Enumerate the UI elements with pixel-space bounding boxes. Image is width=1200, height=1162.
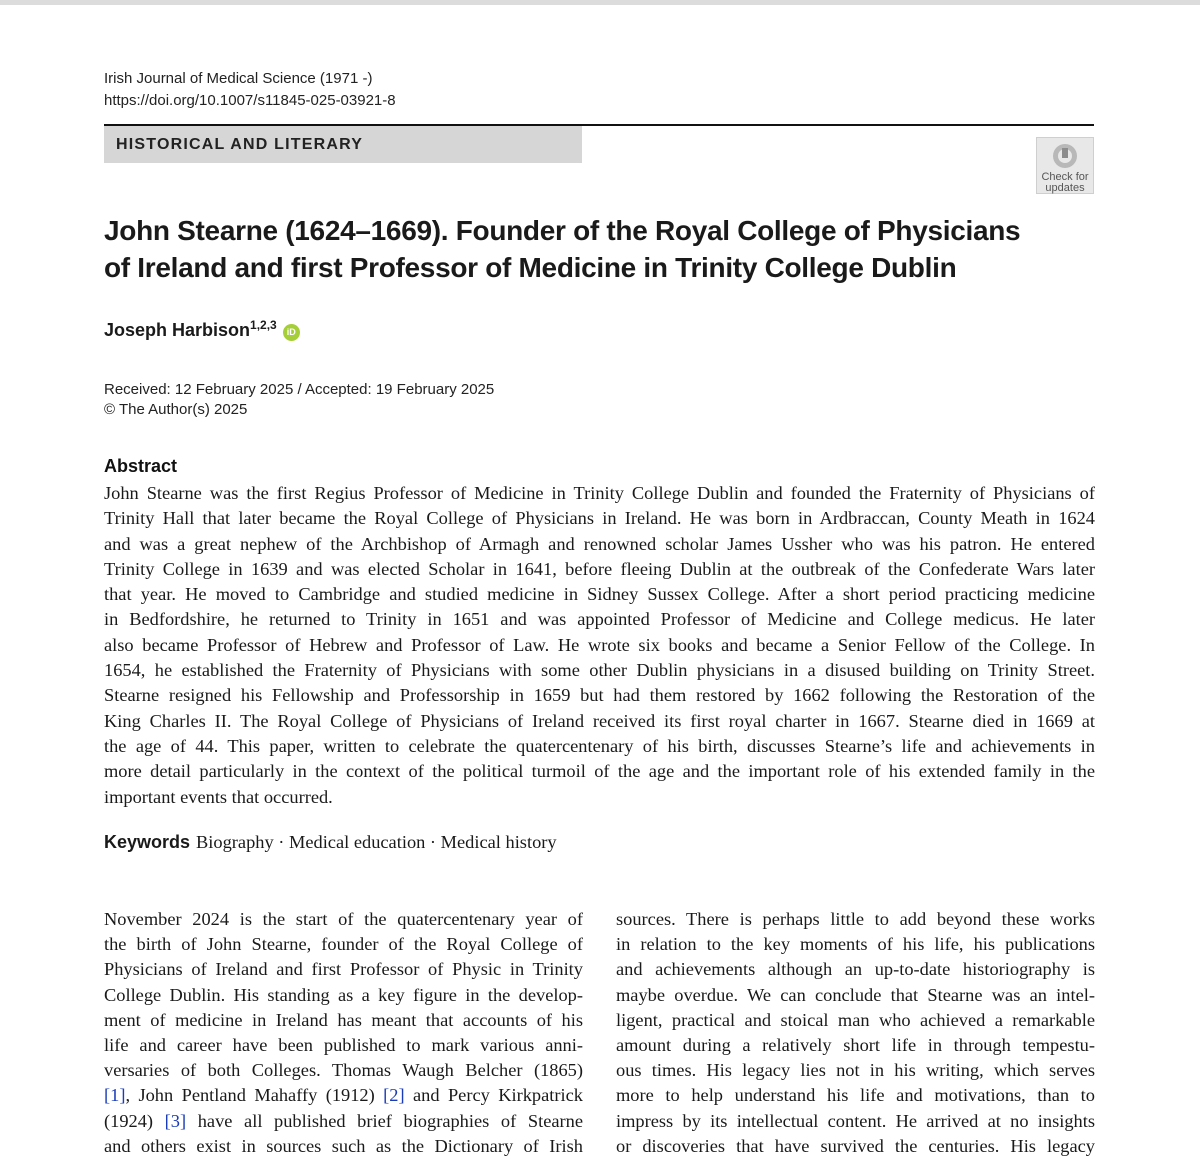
reference-link-1[interactable]: [1] <box>104 1085 126 1106</box>
body-line: in relation to the key moments of his life, his publications <box>616 934 1095 955</box>
received-accepted: Received: 12 February 2025 / Accepted: 19 February 2025 <box>104 381 495 398</box>
body-line: ous times. His legacy lies not in his writing, which serves <box>616 1060 1095 1081</box>
keywords-values: Biography · Medical education · Medical history <box>196 832 557 852</box>
body-line: Physicians of Ireland and first Professor of Physic in Trinity <box>104 959 583 980</box>
body-line-with-refs <box>104 1083 583 1108</box>
body-line: life and career have been published to mark various anni- <box>104 1035 583 1056</box>
body-line: College Dublin. His standing as a key figure in the develop- <box>104 984 583 1005</box>
abstract-line: 1654, he established the Fraternity of Physicians with some other Dublin physicians in a disused building on Trinity Street. <box>104 660 1095 681</box>
title-line-2: of Ireland and first Professor of Medicine in Trinity College Dublin <box>104 252 957 283</box>
check-for-updates-badge[interactable] <box>1036 137 1094 194</box>
page-top-edge <box>0 0 1200 5</box>
abstract-line: the age of 44. This paper, written to celebrate the quatercentenary of his birth, discusses Stearne’s life and achievements in <box>104 735 1095 756</box>
body-column-right <box>616 907 1095 1159</box>
keywords <box>104 832 557 853</box>
abstract-line: in Bedfordshire, he returned to Trinity in 1651 and was appointed Professor of Medicine and College medicus. He later <box>104 609 1095 630</box>
abstract-line: Trinity Hall that later became the Royal College of Physicians in Ireland. He was born in Ardbraccan, County Meath in 1624 <box>104 508 1095 529</box>
body-line: the birth of John Stearne, founder of the Royal College of <box>104 934 583 955</box>
body-line: maybe overdue. We can conclude that Stearne was an intel- <box>616 984 1095 1005</box>
journal-header <box>104 68 396 112</box>
abstract-body <box>104 481 1095 810</box>
abstract-heading: Abstract <box>104 456 178 476</box>
check-updates-icon <box>1051 142 1079 170</box>
abstract-line: more detail particularly in the context of the political turmoil of the age and the important role of his extended family in the <box>104 761 1095 782</box>
body-line: impress by its intellectual content. He arrived at no insights <box>616 1110 1095 1131</box>
author-name[interactable]: Joseph Harbison <box>104 320 251 340</box>
copyright: © The Author(s) 2025 <box>104 401 248 418</box>
body-line: amount during a relatively short life in through tempestu- <box>616 1035 1095 1056</box>
section-label: HISTORICAL AND LITERARY <box>104 126 582 163</box>
keywords-label: Keywords <box>104 832 191 852</box>
body-line: and others exist in sources such as the Dictionary of Irish <box>104 1135 583 1156</box>
journal-doi[interactable]: https://doi.org/10.1007/s11845-025-03921-8 <box>104 92 396 109</box>
abstract-line: that year. He moved to Cambridge and studied medicine in Sidney Sussex College. After a short period practicing medicine <box>104 584 1095 605</box>
abstract-line: John Stearne was the first Regius Professor of Medicine in Trinity College Dublin and founded the Fraternity of Physicians of <box>104 483 1095 503</box>
abstract-line: important events that occurred. <box>104 786 333 807</box>
reference-link-3[interactable]: [3] <box>164 1110 187 1131</box>
body-line: versaries of both Colleges. Thomas Waugh Belcher (1865) <box>104 1060 583 1081</box>
ref-text: (1924) <box>104 1110 165 1131</box>
body-line: and achievements although an up-to-date historiography is <box>616 959 1095 980</box>
ref-text: , John Pentland Mahaffy (1912) <box>125 1085 384 1106</box>
reference-link-2[interactable]: [2] <box>383 1085 405 1106</box>
body-line: or discoveries that have survived the centuries. His legacy <box>616 1135 1095 1156</box>
body-line: ligent, practical and stoical man who achieved a remarkable <box>616 1009 1095 1030</box>
article-dates <box>104 380 494 420</box>
badge-line-2: updates <box>1045 182 1085 194</box>
body-line-with-refs <box>104 1109 583 1134</box>
journal-name: Irish Journal of Medical Science (1971 -) <box>104 70 373 87</box>
author-affiliations: 1,2,3 <box>250 318 277 332</box>
body-column-left <box>104 907 583 1159</box>
abstract-line: Trinity College in 1639 and was elected Scholar in 1641, before fleeing Dublin at the outbreak of the Confederate Wars later <box>104 558 1095 579</box>
badge-line-1: Check for <box>1041 171 1089 183</box>
abstract-line: and was a great nephew of the Archbishop of Armagh and renowned scholar James Ussher who was his patron. He entered <box>104 533 1095 554</box>
abstract-line: Stearne resigned his Fellowship and Professorship in 1659 but had them restored by 1662 following the Restoration of the <box>104 685 1095 706</box>
orcid-icon[interactable]: iD <box>283 324 300 341</box>
abstract-line: King Charles II. The Royal College of Physicians of Ireland received its first royal charter in 1667. Stearne died in 1669 at <box>104 710 1095 731</box>
body-line: more to help understand his life and motivations, than to <box>616 1085 1095 1106</box>
body-line: sources. There is perhaps little to add beyond these works <box>616 909 1095 929</box>
ref-text: have all published brief biographies of Stearne <box>186 1110 583 1131</box>
ref-text: and Percy Kirkpatrick <box>404 1085 583 1106</box>
author-line <box>104 318 300 341</box>
article-title <box>104 212 1064 286</box>
title-line-1: John Stearne (1624–1669). Founder of the Royal College of Physicians <box>104 215 1021 246</box>
body-line: November 2024 is the start of the quatercentenary year of <box>104 909 583 929</box>
body-line: ment of medicine in Ireland has meant that accounts of his <box>104 1009 583 1030</box>
abstract-line: also became Professor of Hebrew and Professor of Law. He wrote six books and became a Senior Fellow of the College. In <box>104 634 1095 655</box>
